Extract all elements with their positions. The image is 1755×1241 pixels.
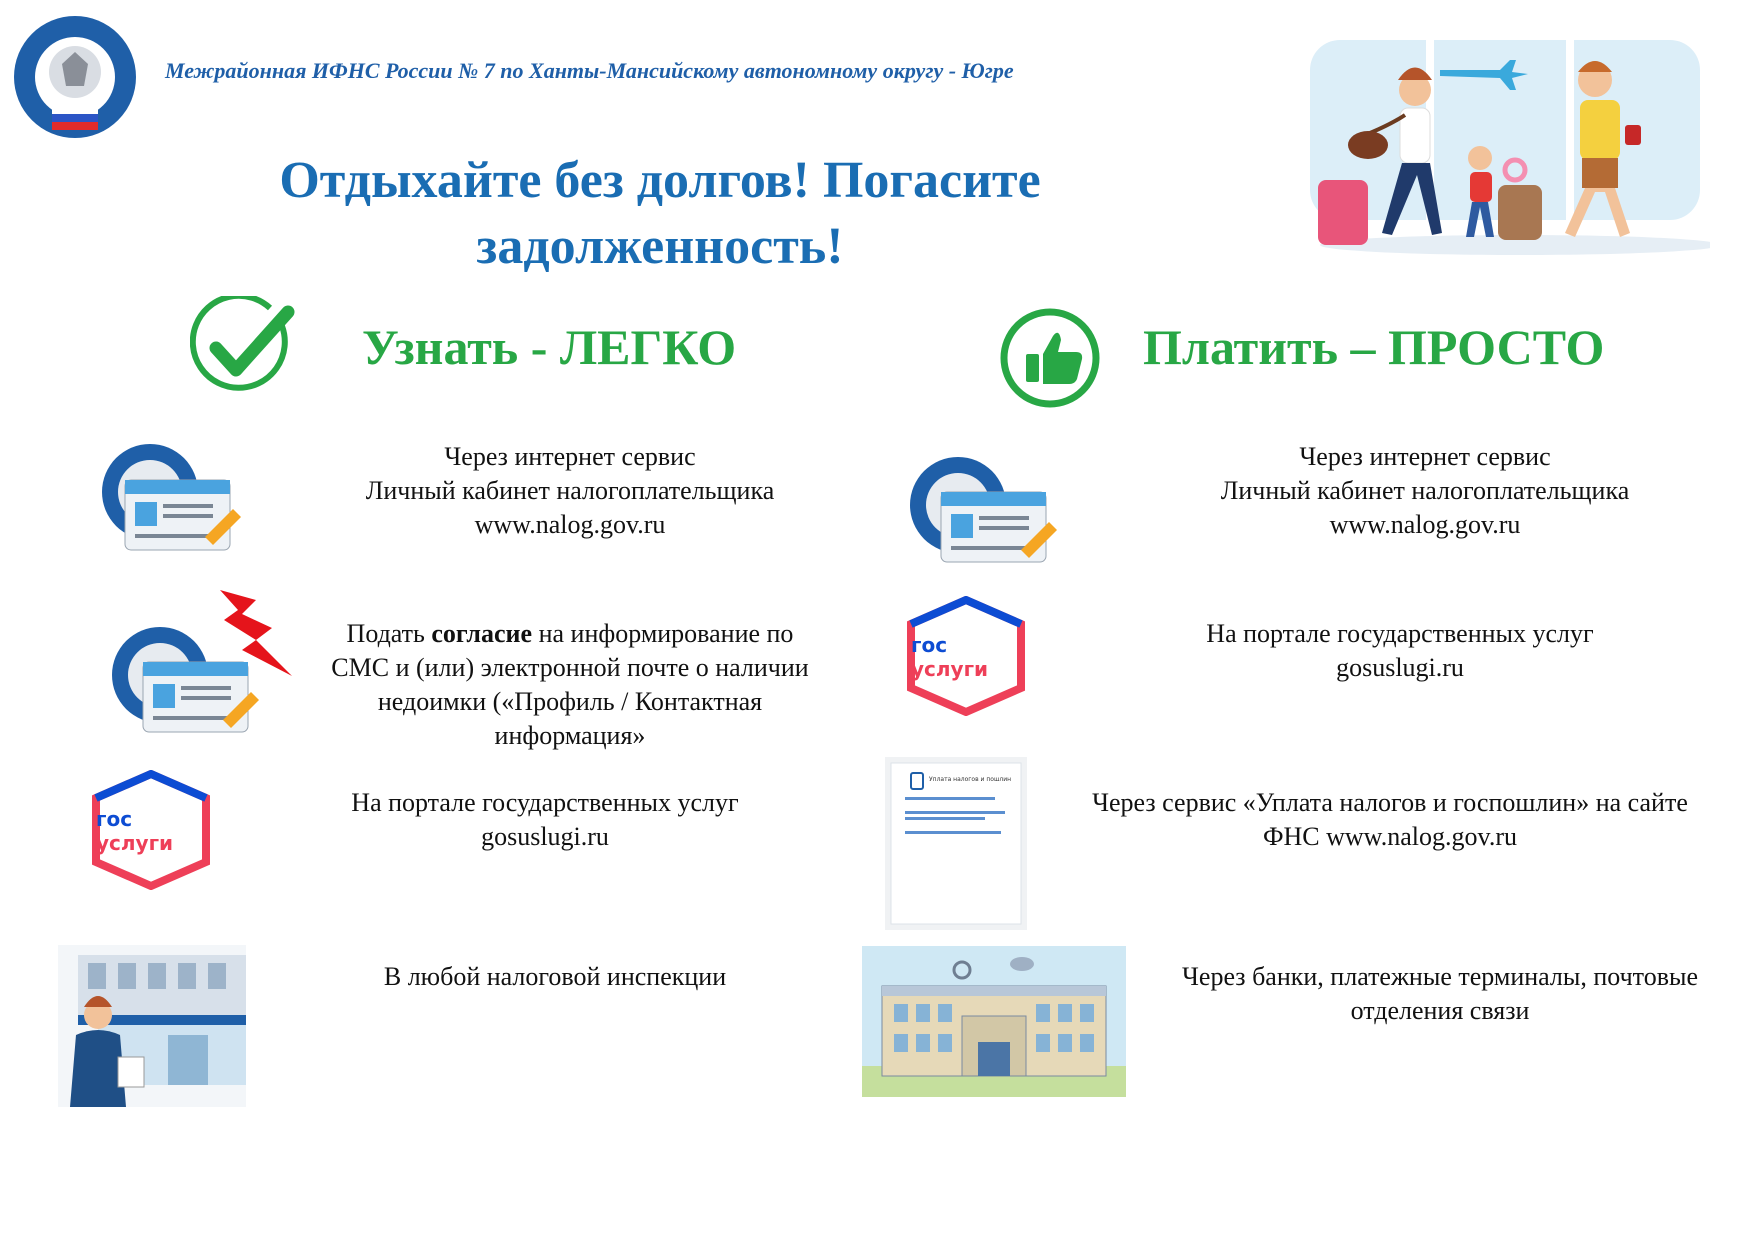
tax-office-illustration <box>58 945 246 1107</box>
left-item-2-text: Подать согласие на информирование по СМС и (или) электронной почте о наличии недоимки («Профиль / Контактная информация» <box>331 619 809 750</box>
payment-service-thumbnail <box>885 757 1027 930</box>
right-item-3-text: Через сервис «Уплата налогов и госпошлин» на сайте ФНС www.nalog.gov.ru <box>1092 788 1688 851</box>
taxpayer-cabinet-icon <box>95 442 245 558</box>
gosuslugi-word-gos: гос <box>911 633 948 657</box>
right-item-1-text: Через интернет сервис Личный кабинет налогоплательщика www.nalog.gov.ru <box>1220 442 1630 539</box>
thumbs-up-icon <box>998 306 1102 410</box>
checkmark-icon <box>190 296 300 400</box>
gosuslugi-logo <box>88 770 214 890</box>
left-item-1-text: Через интернет сервис Личный кабинет налогоплательщика www.nalog.gov.ru <box>365 442 775 539</box>
left-item-3-text: На портале государственных услуг gosuslugi.ru <box>351 788 739 851</box>
page-title <box>160 148 1160 280</box>
travel-family-illustration <box>1290 20 1710 260</box>
right-heading: Платить – ПРОСТО <box>1143 319 1605 375</box>
gosuslugi-word-gos: гос <box>96 807 133 831</box>
left-item-4-text: В любой налоговой инспекции <box>383 962 727 991</box>
fns-logo <box>12 14 138 140</box>
taxpayer-cabinet-icon <box>903 450 1058 570</box>
left-heading: Узнать - ЛЕГКО <box>362 319 737 375</box>
right-item-4-text: Через банки, платежные терминалы, почтовые отделения связи <box>1182 962 1698 1025</box>
gosuslugi-logo <box>903 596 1029 716</box>
payment-panel-title: Уплата налогов и пошлин <box>929 776 1012 783</box>
title-line-2: задолженность! <box>476 218 844 275</box>
lightning-icon <box>216 588 296 678</box>
right-item-2-text: На портале государственных услуг gosuslugi.ru <box>1206 619 1594 682</box>
gosuslugi-word-uslugi: услуги <box>96 831 174 855</box>
gosuslugi-word-uslugi: услуги <box>911 657 989 681</box>
bank-building-illustration <box>862 946 1126 1097</box>
title-line-1: Отдыхайте без долгов! Погасите <box>279 152 1041 209</box>
org-name: Межрайонная ИФНС России № 7 по Ханты-Мансийскому автономному округу - Югре <box>165 58 1014 83</box>
